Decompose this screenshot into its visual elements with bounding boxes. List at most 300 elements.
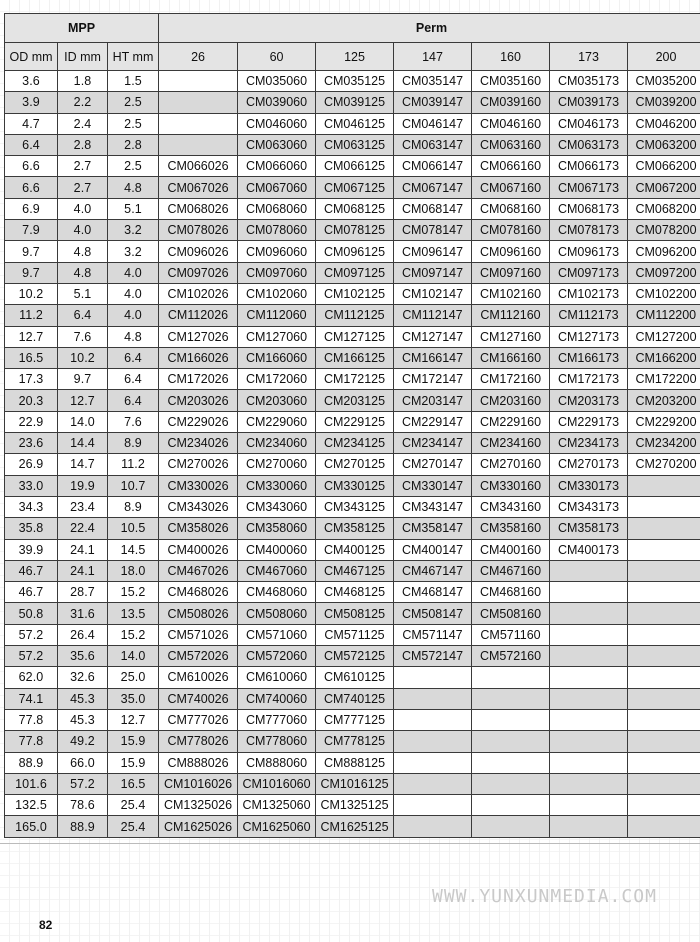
cell-cm-173: CM112173 bbox=[550, 305, 628, 326]
cell-cm-60: CM571060 bbox=[238, 624, 316, 645]
cell-cm-173 bbox=[550, 582, 628, 603]
cell-cm-125: CM229125 bbox=[316, 411, 394, 432]
cell-cm-60: CM078060 bbox=[238, 220, 316, 241]
cell-ht: 1.5 bbox=[108, 71, 159, 92]
cell-cm-160 bbox=[472, 752, 550, 773]
cell-cm-173: CM234173 bbox=[550, 433, 628, 454]
cell-cm-173: CM097173 bbox=[550, 262, 628, 283]
cell-cm-173: CM068173 bbox=[550, 198, 628, 219]
table-row bbox=[5, 709, 700, 730]
cell-cm-125: CM400125 bbox=[316, 539, 394, 560]
cell-cm-160: CM330160 bbox=[472, 475, 550, 496]
cell-cm-173: CM203173 bbox=[550, 390, 628, 411]
mpp-group-header: MPP bbox=[5, 14, 159, 43]
cell-cm-125: CM343125 bbox=[316, 496, 394, 517]
cell-cm-200 bbox=[628, 688, 700, 709]
cell-cm-125: CM066125 bbox=[316, 156, 394, 177]
table-row bbox=[5, 347, 700, 368]
cell-cm-147 bbox=[394, 709, 472, 730]
cell-od: 57.2 bbox=[5, 624, 58, 645]
cell-id: 32.6 bbox=[58, 667, 108, 688]
cell-cm-147: CM112147 bbox=[394, 305, 472, 326]
cell-od: 88.9 bbox=[5, 752, 58, 773]
cell-cm-60: CM096060 bbox=[238, 241, 316, 262]
cell-cm-125: CM068125 bbox=[316, 198, 394, 219]
cell-cm-200 bbox=[628, 795, 700, 816]
cell-od: 4.7 bbox=[5, 113, 58, 134]
cell-id: 88.9 bbox=[58, 816, 108, 837]
product-table-container bbox=[4, 13, 700, 838]
cell-od: 6.9 bbox=[5, 198, 58, 219]
cell-od: 77.8 bbox=[5, 709, 58, 730]
table-row bbox=[5, 113, 700, 134]
table-row bbox=[5, 688, 700, 709]
cell-id: 49.2 bbox=[58, 731, 108, 752]
cell-cm-173: CM270173 bbox=[550, 454, 628, 475]
cell-od: 16.5 bbox=[5, 347, 58, 368]
cell-od: 132.5 bbox=[5, 795, 58, 816]
cell-cm-125: CM102125 bbox=[316, 283, 394, 304]
cell-cm-147: CM572147 bbox=[394, 646, 472, 667]
cell-cm-173: CM063173 bbox=[550, 134, 628, 155]
cell-cm-160: CM270160 bbox=[472, 454, 550, 475]
cell-cm-200: CM203200 bbox=[628, 390, 700, 411]
table-row bbox=[5, 134, 700, 155]
footer-divider bbox=[0, 843, 700, 844]
cell-ht: 14.5 bbox=[108, 539, 159, 560]
cell-cm-147 bbox=[394, 773, 472, 794]
cell-cm-60: CM508060 bbox=[238, 603, 316, 624]
cell-cm-147: CM127147 bbox=[394, 326, 472, 347]
cell-cm-60: CM068060 bbox=[238, 198, 316, 219]
cell-cm-60: CM778060 bbox=[238, 731, 316, 752]
cell-cm-26: CM778026 bbox=[159, 731, 238, 752]
table-row bbox=[5, 220, 700, 241]
cell-cm-200: CM097200 bbox=[628, 262, 700, 283]
table-row bbox=[5, 773, 700, 794]
table-row bbox=[5, 454, 700, 475]
cell-cm-125: CM035125 bbox=[316, 71, 394, 92]
table-row bbox=[5, 816, 700, 837]
cell-cm-147: CM571147 bbox=[394, 624, 472, 645]
cell-cm-173: CM400173 bbox=[550, 539, 628, 560]
cell-od: 101.6 bbox=[5, 773, 58, 794]
cell-cm-147: CM203147 bbox=[394, 390, 472, 411]
cell-od: 26.9 bbox=[5, 454, 58, 475]
cell-od: 9.7 bbox=[5, 241, 58, 262]
cell-od: 10.2 bbox=[5, 283, 58, 304]
cell-cm-173: CM039173 bbox=[550, 92, 628, 113]
cell-cm-173: CM078173 bbox=[550, 220, 628, 241]
cell-cm-60: CM358060 bbox=[238, 518, 316, 539]
cell-cm-125: CM166125 bbox=[316, 347, 394, 368]
cell-od: 46.7 bbox=[5, 582, 58, 603]
cell-ht: 8.9 bbox=[108, 433, 159, 454]
col-header-perm-173: 173 bbox=[550, 43, 628, 71]
cell-id: 10.2 bbox=[58, 347, 108, 368]
cell-cm-173: CM358173 bbox=[550, 518, 628, 539]
cell-cm-200 bbox=[628, 496, 700, 517]
cell-ht: 6.4 bbox=[108, 347, 159, 368]
cell-cm-125: CM234125 bbox=[316, 433, 394, 454]
table-row bbox=[5, 262, 700, 283]
cell-od: 3.6 bbox=[5, 71, 58, 92]
cell-cm-200: CM229200 bbox=[628, 411, 700, 432]
cell-cm-160: CM066160 bbox=[472, 156, 550, 177]
table-row bbox=[5, 582, 700, 603]
cell-ht: 8.9 bbox=[108, 496, 159, 517]
col-header-od: OD mm bbox=[5, 43, 58, 71]
cell-id: 1.8 bbox=[58, 71, 108, 92]
cell-id: 14.4 bbox=[58, 433, 108, 454]
cell-cm-26: CM102026 bbox=[159, 283, 238, 304]
cell-id: 14.0 bbox=[58, 411, 108, 432]
cell-od: 50.8 bbox=[5, 603, 58, 624]
cell-cm-160 bbox=[472, 709, 550, 730]
cell-id: 23.4 bbox=[58, 496, 108, 517]
cell-cm-26 bbox=[159, 92, 238, 113]
table-row bbox=[5, 283, 700, 304]
cell-ht: 2.5 bbox=[108, 156, 159, 177]
cell-ht: 4.0 bbox=[108, 262, 159, 283]
cell-id: 4.8 bbox=[58, 241, 108, 262]
cell-cm-173 bbox=[550, 688, 628, 709]
table-row bbox=[5, 326, 700, 347]
cell-cm-160: CM102160 bbox=[472, 283, 550, 304]
cell-cm-26 bbox=[159, 113, 238, 134]
cell-cm-160: CM097160 bbox=[472, 262, 550, 283]
cell-cm-160: CM571160 bbox=[472, 624, 550, 645]
cell-cm-160: CM358160 bbox=[472, 518, 550, 539]
table-row bbox=[5, 603, 700, 624]
cell-cm-173: CM229173 bbox=[550, 411, 628, 432]
cell-od: 33.0 bbox=[5, 475, 58, 496]
cell-id: 45.3 bbox=[58, 688, 108, 709]
cell-cm-200: CM234200 bbox=[628, 433, 700, 454]
cell-cm-173: CM166173 bbox=[550, 347, 628, 368]
table-row bbox=[5, 624, 700, 645]
cell-cm-147: CM039147 bbox=[394, 92, 472, 113]
cell-od: 74.1 bbox=[5, 688, 58, 709]
cell-id: 2.7 bbox=[58, 156, 108, 177]
cell-cm-26: CM096026 bbox=[159, 241, 238, 262]
cell-cm-125: CM046125 bbox=[316, 113, 394, 134]
cell-cm-125: CM1625125 bbox=[316, 816, 394, 837]
cell-cm-60: CM400060 bbox=[238, 539, 316, 560]
cell-cm-26: CM067026 bbox=[159, 177, 238, 198]
cell-cm-173: CM102173 bbox=[550, 283, 628, 304]
cell-cm-147: CM096147 bbox=[394, 241, 472, 262]
cell-id: 35.6 bbox=[58, 646, 108, 667]
cell-cm-147: CM097147 bbox=[394, 262, 472, 283]
cell-cm-173: CM096173 bbox=[550, 241, 628, 262]
cell-cm-160: CM112160 bbox=[472, 305, 550, 326]
column-header-row bbox=[5, 43, 700, 71]
cell-cm-160: CM467160 bbox=[472, 560, 550, 581]
col-header-perm-200: 200 bbox=[628, 43, 700, 71]
cell-id: 12.7 bbox=[58, 390, 108, 411]
table-row bbox=[5, 156, 700, 177]
cell-od: 7.9 bbox=[5, 220, 58, 241]
cell-cm-60: CM1625060 bbox=[238, 816, 316, 837]
cell-cm-173: CM067173 bbox=[550, 177, 628, 198]
cell-cm-200 bbox=[628, 773, 700, 794]
cell-cm-60: CM270060 bbox=[238, 454, 316, 475]
cell-cm-60: CM039060 bbox=[238, 92, 316, 113]
cell-cm-200: CM127200 bbox=[628, 326, 700, 347]
cell-cm-60: CM063060 bbox=[238, 134, 316, 155]
cell-cm-26 bbox=[159, 134, 238, 155]
cell-cm-26: CM229026 bbox=[159, 411, 238, 432]
cell-cm-26: CM400026 bbox=[159, 539, 238, 560]
cell-cm-173 bbox=[550, 752, 628, 773]
cell-cm-125: CM172125 bbox=[316, 369, 394, 390]
cell-cm-60: CM166060 bbox=[238, 347, 316, 368]
cell-id: 2.7 bbox=[58, 177, 108, 198]
cell-ht: 3.2 bbox=[108, 220, 159, 241]
cell-cm-60: CM468060 bbox=[238, 582, 316, 603]
cell-cm-147: CM068147 bbox=[394, 198, 472, 219]
cell-cm-26: CM888026 bbox=[159, 752, 238, 773]
table-row bbox=[5, 433, 700, 454]
cell-id: 78.6 bbox=[58, 795, 108, 816]
cell-od: 57.2 bbox=[5, 646, 58, 667]
cell-cm-26: CM203026 bbox=[159, 390, 238, 411]
cell-ht: 2.5 bbox=[108, 113, 159, 134]
cell-cm-160: CM468160 bbox=[472, 582, 550, 603]
cell-cm-173: CM172173 bbox=[550, 369, 628, 390]
cell-ht: 10.7 bbox=[108, 475, 159, 496]
cell-cm-200: CM067200 bbox=[628, 177, 700, 198]
cell-cm-60: CM112060 bbox=[238, 305, 316, 326]
cell-cm-200: CM270200 bbox=[628, 454, 700, 475]
cell-ht: 35.0 bbox=[108, 688, 159, 709]
cell-cm-125: CM096125 bbox=[316, 241, 394, 262]
cell-cm-147 bbox=[394, 731, 472, 752]
cell-cm-125: CM1325125 bbox=[316, 795, 394, 816]
cell-cm-125: CM571125 bbox=[316, 624, 394, 645]
cell-cm-160 bbox=[472, 667, 550, 688]
table-row bbox=[5, 795, 700, 816]
cell-cm-147: CM234147 bbox=[394, 433, 472, 454]
cell-cm-200: CM166200 bbox=[628, 347, 700, 368]
cell-cm-26: CM1016026 bbox=[159, 773, 238, 794]
cell-cm-26: CM508026 bbox=[159, 603, 238, 624]
cell-cm-26: CM127026 bbox=[159, 326, 238, 347]
cell-cm-147: CM467147 bbox=[394, 560, 472, 581]
cell-ht: 25.4 bbox=[108, 795, 159, 816]
cell-cm-200 bbox=[628, 475, 700, 496]
cell-cm-147: CM468147 bbox=[394, 582, 472, 603]
cell-ht: 2.5 bbox=[108, 92, 159, 113]
cell-cm-125: CM778125 bbox=[316, 731, 394, 752]
cell-cm-26: CM234026 bbox=[159, 433, 238, 454]
cell-id: 9.7 bbox=[58, 369, 108, 390]
col-header-id: ID mm bbox=[58, 43, 108, 71]
cell-cm-200: CM102200 bbox=[628, 283, 700, 304]
cell-cm-160: CM063160 bbox=[472, 134, 550, 155]
cell-od: 20.3 bbox=[5, 390, 58, 411]
cell-cm-60: CM097060 bbox=[238, 262, 316, 283]
cell-cm-60: CM172060 bbox=[238, 369, 316, 390]
cell-cm-26: CM777026 bbox=[159, 709, 238, 730]
page-number: 82 bbox=[39, 918, 53, 932]
cell-ht: 11.2 bbox=[108, 454, 159, 475]
cell-cm-173 bbox=[550, 603, 628, 624]
cell-id: 6.4 bbox=[58, 305, 108, 326]
cell-cm-147 bbox=[394, 688, 472, 709]
cell-id: 2.8 bbox=[58, 134, 108, 155]
cell-cm-173 bbox=[550, 624, 628, 645]
cell-cm-60: CM046060 bbox=[238, 113, 316, 134]
cell-cm-26: CM571026 bbox=[159, 624, 238, 645]
cell-ht: 15.9 bbox=[108, 731, 159, 752]
cell-ht: 18.0 bbox=[108, 560, 159, 581]
cell-ht: 12.7 bbox=[108, 709, 159, 730]
table-row bbox=[5, 71, 700, 92]
cell-cm-26: CM172026 bbox=[159, 369, 238, 390]
cell-id: 4.0 bbox=[58, 220, 108, 241]
cell-cm-26: CM358026 bbox=[159, 518, 238, 539]
cell-ht: 25.4 bbox=[108, 816, 159, 837]
cell-cm-200 bbox=[628, 816, 700, 837]
cell-ht: 6.4 bbox=[108, 390, 159, 411]
cell-cm-125: CM777125 bbox=[316, 709, 394, 730]
cell-cm-26: CM610026 bbox=[159, 667, 238, 688]
cell-cm-200 bbox=[628, 667, 700, 688]
cell-cm-200 bbox=[628, 731, 700, 752]
cell-od: 165.0 bbox=[5, 816, 58, 837]
cell-id: 4.0 bbox=[58, 198, 108, 219]
cell-id: 19.9 bbox=[58, 475, 108, 496]
cell-cm-173 bbox=[550, 816, 628, 837]
cell-cm-60: CM1016060 bbox=[238, 773, 316, 794]
cell-cm-160: CM039160 bbox=[472, 92, 550, 113]
cell-cm-125: CM067125 bbox=[316, 177, 394, 198]
cell-id: 14.7 bbox=[58, 454, 108, 475]
cell-cm-200: CM039200 bbox=[628, 92, 700, 113]
cell-cm-60: CM229060 bbox=[238, 411, 316, 432]
cell-cm-200 bbox=[628, 518, 700, 539]
cell-cm-125: CM467125 bbox=[316, 560, 394, 581]
cell-id: 24.1 bbox=[58, 539, 108, 560]
cell-cm-147: CM035147 bbox=[394, 71, 472, 92]
cell-cm-200 bbox=[628, 560, 700, 581]
table-row bbox=[5, 646, 700, 667]
col-header-perm-60: 60 bbox=[238, 43, 316, 71]
cell-cm-60: CM1325060 bbox=[238, 795, 316, 816]
cell-cm-147: CM078147 bbox=[394, 220, 472, 241]
cell-cm-173: CM330173 bbox=[550, 475, 628, 496]
cell-cm-125: CM740125 bbox=[316, 688, 394, 709]
cell-cm-160 bbox=[472, 688, 550, 709]
cell-cm-160: CM172160 bbox=[472, 369, 550, 390]
cell-od: 12.7 bbox=[5, 326, 58, 347]
cell-cm-160: CM068160 bbox=[472, 198, 550, 219]
cell-cm-200: CM035200 bbox=[628, 71, 700, 92]
cell-id: 22.4 bbox=[58, 518, 108, 539]
table-row bbox=[5, 731, 700, 752]
cell-od: 34.3 bbox=[5, 496, 58, 517]
cell-od: 35.8 bbox=[5, 518, 58, 539]
cell-cm-173 bbox=[550, 795, 628, 816]
cell-cm-60: CM740060 bbox=[238, 688, 316, 709]
cell-cm-26: CM066026 bbox=[159, 156, 238, 177]
cell-cm-173 bbox=[550, 667, 628, 688]
table-row bbox=[5, 411, 700, 432]
cell-cm-60: CM610060 bbox=[238, 667, 316, 688]
cell-cm-147: CM330147 bbox=[394, 475, 472, 496]
cell-cm-147 bbox=[394, 795, 472, 816]
table-row bbox=[5, 369, 700, 390]
cell-id: 5.1 bbox=[58, 283, 108, 304]
cell-od: 3.9 bbox=[5, 92, 58, 113]
cell-cm-160: CM400160 bbox=[472, 539, 550, 560]
cell-cm-160 bbox=[472, 773, 550, 794]
table-row bbox=[5, 177, 700, 198]
cell-cm-200: CM068200 bbox=[628, 198, 700, 219]
cell-cm-60: CM234060 bbox=[238, 433, 316, 454]
cell-ht: 4.0 bbox=[108, 305, 159, 326]
cell-cm-60: CM067060 bbox=[238, 177, 316, 198]
cell-cm-200 bbox=[628, 752, 700, 773]
col-header-perm-147: 147 bbox=[394, 43, 472, 71]
cell-cm-173: CM046173 bbox=[550, 113, 628, 134]
cell-cm-200: CM078200 bbox=[628, 220, 700, 241]
cell-cm-125: CM468125 bbox=[316, 582, 394, 603]
col-header-ht: HT mm bbox=[108, 43, 159, 71]
cell-cm-26: CM097026 bbox=[159, 262, 238, 283]
cell-cm-125: CM063125 bbox=[316, 134, 394, 155]
cell-cm-26: CM740026 bbox=[159, 688, 238, 709]
table-row bbox=[5, 198, 700, 219]
cell-id: 26.4 bbox=[58, 624, 108, 645]
cell-cm-125: CM358125 bbox=[316, 518, 394, 539]
cell-id: 2.2 bbox=[58, 92, 108, 113]
cell-cm-26: CM270026 bbox=[159, 454, 238, 475]
cell-id: 66.0 bbox=[58, 752, 108, 773]
cell-ht: 2.8 bbox=[108, 134, 159, 155]
col-header-perm-160: 160 bbox=[472, 43, 550, 71]
cell-cm-125: CM610125 bbox=[316, 667, 394, 688]
col-header-perm-125: 125 bbox=[316, 43, 394, 71]
cell-cm-26: CM166026 bbox=[159, 347, 238, 368]
cell-id: 7.6 bbox=[58, 326, 108, 347]
cell-od: 6.4 bbox=[5, 134, 58, 155]
cell-cm-160: CM234160 bbox=[472, 433, 550, 454]
cell-cm-200: CM112200 bbox=[628, 305, 700, 326]
cell-cm-160 bbox=[472, 816, 550, 837]
cell-cm-147: CM508147 bbox=[394, 603, 472, 624]
cell-id: 4.8 bbox=[58, 262, 108, 283]
cell-cm-26: CM078026 bbox=[159, 220, 238, 241]
cell-ht: 13.5 bbox=[108, 603, 159, 624]
cell-cm-160: CM343160 bbox=[472, 496, 550, 517]
cell-cm-147 bbox=[394, 816, 472, 837]
cell-cm-125: CM1016125 bbox=[316, 773, 394, 794]
cell-id: 2.4 bbox=[58, 113, 108, 134]
cell-cm-173: CM035173 bbox=[550, 71, 628, 92]
cell-cm-60: CM102060 bbox=[238, 283, 316, 304]
product-table bbox=[4, 13, 700, 838]
cell-id: 57.2 bbox=[58, 773, 108, 794]
table-row bbox=[5, 518, 700, 539]
cell-cm-125: CM078125 bbox=[316, 220, 394, 241]
cell-ht: 5.1 bbox=[108, 198, 159, 219]
cell-cm-26: CM068026 bbox=[159, 198, 238, 219]
cell-cm-147: CM270147 bbox=[394, 454, 472, 475]
cell-cm-200: CM172200 bbox=[628, 369, 700, 390]
